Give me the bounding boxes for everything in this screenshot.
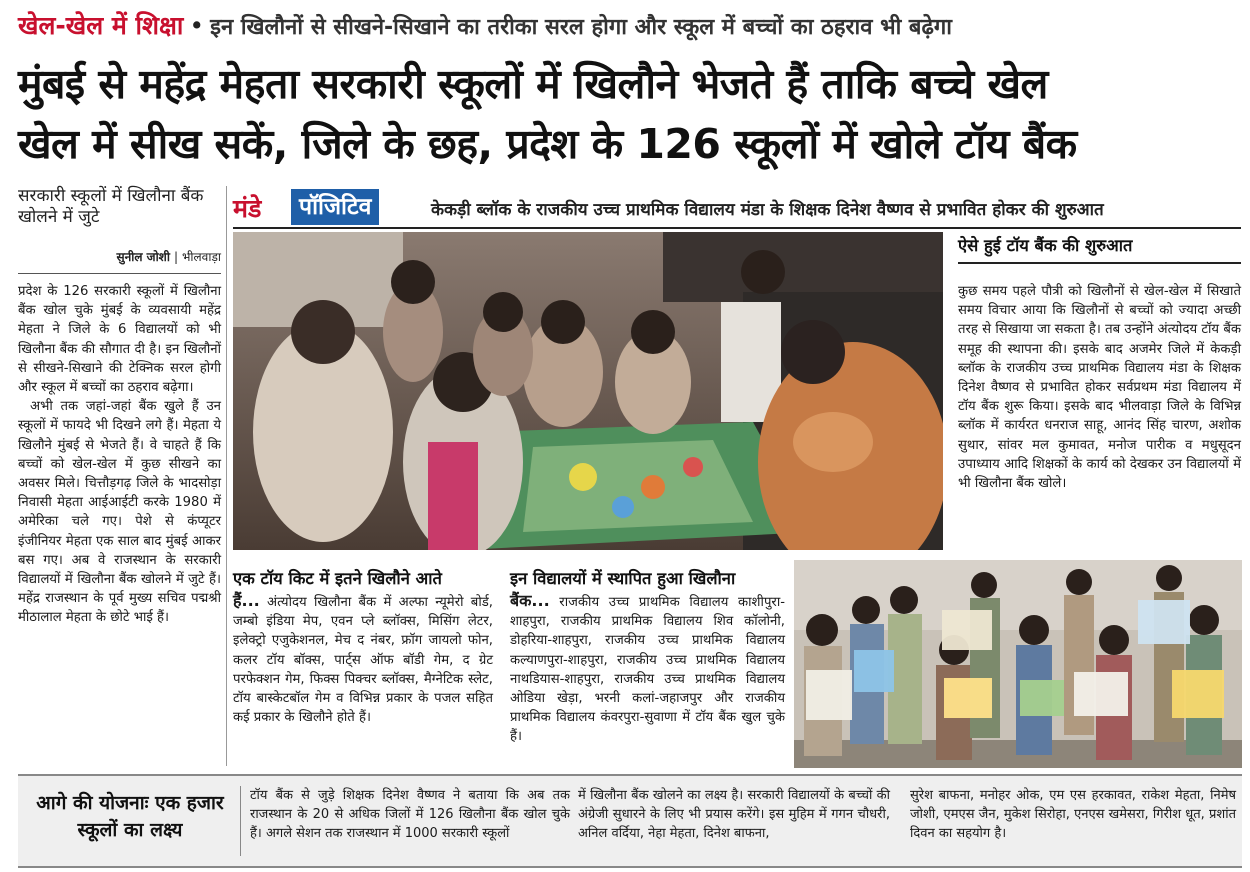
left-body (18, 282, 221, 628)
strap-line (18, 8, 1238, 42)
future-plan-heading: आगे की योजनाः एक हजार स्कूलों का लक्ष्य (36, 792, 224, 841)
column-divider (226, 186, 227, 766)
schools-lead: बैंक... (510, 591, 550, 610)
headline-line-2: खेल में सीख सकें, जिले के छह, प्रदेश के 126 स्कूलों में खोले टॉय बैंक (18, 120, 1077, 168)
monday-logo: मंडे (233, 194, 262, 223)
future-plan-divider (240, 786, 241, 856)
future-plan-col-1: टॉय बैंक से जुड़े शिक्षक दिनेश वैष्णव ने बताया कि अब तक राजस्थान के 20 से अधिक जिलों में 126 खिलौना बैंक खोल चुके हैं। अगले सेशन तक राजस्थान में 1000 सरकारी स्कूलों (250, 788, 570, 842)
strap-tag: खेल-खेल में शिक्षा (18, 11, 184, 40)
headline-line-1: मुंबई से महेंद्र मेहता सरकारी स्कूलों में खिलौने भेजते हैं ताकि बच्चे खेल (18, 60, 1048, 108)
main-photo (233, 232, 943, 550)
left-paragraph-2: अभी तक जहां-जहां बैंक खुले हैं उन स्कूलों में फायदे भी दिखने लगे हैं। मेहता ये खिलौने मुंबई से भेजते हैं। वे चाहते हैं कि बच्चों को खेल-खेल में कुछ सीखने का अवसर मिले। चित्तौड़गढ़ जिले के भादसोड़ा निवासी मेहता आईआईटी करके 1980 में अमेरिका चले गए। पेशे से कंप्यूटर इंजीनियर मेहता एक साल बाद मुंबई आकर बस गए। अब वे राजस्थान के सरकारी विद्यालयों में खिलौना बैंक खोलने में जुटे हैं। महेंद्र राजस्थान के पूर्व मुख्य सचिव पद्मश्री मीठालाल मेहता के छोटे भाई हैं। (18, 399, 221, 626)
toy-kit-body (233, 591, 493, 727)
headline (18, 54, 1238, 178)
schools-heading: इन विद्यालयों में स्थापित हुआ खिलौना (510, 569, 736, 588)
author-name: सुनील जोशी (116, 250, 170, 264)
band-rule (233, 227, 1241, 229)
toy-kit-heading: एक टॉय किट में इतने खिलौने आते (233, 569, 442, 588)
dateline-place: भीलवाड़ा (182, 250, 221, 264)
strap-bullet: • (189, 11, 205, 40)
schools-body (510, 591, 785, 747)
byline-rule (18, 273, 221, 274)
sub-headline: सरकारी स्कूलों में खिलौना बैंक खोलने में जुटे (18, 186, 204, 227)
positive-logo: पॉजिटिव (291, 189, 379, 225)
schools-box (510, 566, 785, 747)
left-column (18, 186, 221, 628)
right-body: कुछ समय पहले पौत्री को खिलौनों से खेल-खेल में सिखाते समय विचार आया कि खिलौनों से बच्चों को ज्यादा अच्छी तरह से सिखाया जा सकता है। तब उन्होंने अंत्योदय टॉय बैंक समूह की स्थापना की। इसके बाद अजमेर जिले में केकड़ी ब्लॉक के राजकीय उच्च प्राथमिक विद्यालय मंडा के शिक्षक दिनेश वैष्णव से प्रभावित होकर सर्वप्रथम मंडा विद्यालय में टॉय बैंक शुरू किया। इसके बाद भीलवाड़ा जिले के विभिन्न ब्लॉक में कार्यरत धनराज साहू, आनंद सिंह चारण, अशोक सुथार, सांवर मल कुमावत, मनोज पारीक व मधुसूदन उपाध्याय आदि शिक्षकों के कार्य को देखकर उन विद्यालयों में भी खिलौना बैंक खोले। (958, 284, 1241, 492)
schools-text: राजकीय उच्च प्राथमिक विद्यालय काशीपुरा-शाहपुरा, राजकीय प्राथमिक विद्यालय शिव कॉलोनी, डोहरिया-शाहपुरा, राजकीय उच्च प्राथमिक विद्यालय कल्याणपुरा-शाहपुरा, राजकीय उच्च प्राथमिक विद्यालय नाथडियास-शाहपुरा, राजकीय उच्च प्राथमिक विद्यालय ओडिया खेड़ा, भरनी कलां-जहाजपुर और राजकीय प्राथमिक विद्यालय कंवरपुरा-सुवाणा में टॉय बैंक खुल चुके हैं। (510, 595, 785, 745)
toy-kit-box (233, 566, 493, 727)
byline (18, 248, 221, 265)
children-photo (794, 560, 1242, 768)
strap-text: इन खिलौनों से सीखने-सिखाने का तरीका सरल होगा और स्कूल में बच्चों का ठहराव भी बढ़ेगा (210, 15, 952, 40)
toy-kit-lead: हैं... (233, 591, 260, 610)
future-plan-box (18, 774, 1242, 868)
right-heading: ऐसे हुई टॉय बैंक की शुरुआत (958, 233, 1241, 264)
right-column (958, 233, 1241, 493)
future-plan-col-3: सुरेश बाफना, मनोहर ओक, एम एस हरकावत, राकेश मेहता, निमेष जोशी, एमएस जैन, मुकेश सिरोहा, एनएस खमेसरा, गिरीश धूत, प्रशांत दिवन का सहयोग है। (910, 788, 1236, 842)
children-photo-image (794, 560, 1242, 768)
section-band (233, 189, 1241, 229)
main-photo-image (233, 232, 943, 550)
future-plan-col-2: में खिलौना बैंक खोलने का लक्ष्य है। सरकारी विद्यालयों के बच्चों की अंग्रेजी सुधारने के लिए भी प्रयास करेंगे। इस मुहिम में गगन चौधरी, अनिल वर्दिया, नेहा मेहता, दिनेश बाफना, (578, 788, 890, 842)
toy-kit-text: अंत्योदय खिलौना बैंक में अल्फा न्यूमेरो बोर्ड, जम्बो इंडिया मेप, एवन प्ले ब्लॉक्स, मिसिंग लेटर, इलेक्ट्रो एजुकेशनल, मेच द नंबर, फ्रॉग जायलो फोन, कलर टॉय बॉक्स, पार्ट्स ऑफ बॉडी गेम, द ग्रेट परफेक्शन गेम, फिक्स पिक्चर ब्लॉक्स, मैग्नेटिक स्लेट, टॉय बास्केटबॉल गेम व विभिन्न प्रकार के पजल सहित कई प्रकार के खिलौने होते हैं। (233, 595, 493, 726)
byline-separator: | (173, 250, 178, 264)
band-caption: केकड़ी ब्लॉक के राजकीय उच्च प्राथमिक विद्यालय मंडा के शिक्षक दिनेश वैष्णव से प्रभावित होकर की शुरुआत (431, 200, 1104, 220)
left-paragraph-1: प्रदेश के 126 सरकारी स्कूलों में खिलौना बैंक खोल चुके मुंबई के व्यवसायी महेंद्र मेहता ने जिले के 6 विद्यालयों को भी खिलौना बैंक की सौगात दी है। इन खिलौनों से सीखने-सिखाने की टेक्निक सरल होगी और स्कूल में बच्चों का ठहराव बढ़ेगा। (18, 284, 221, 396)
